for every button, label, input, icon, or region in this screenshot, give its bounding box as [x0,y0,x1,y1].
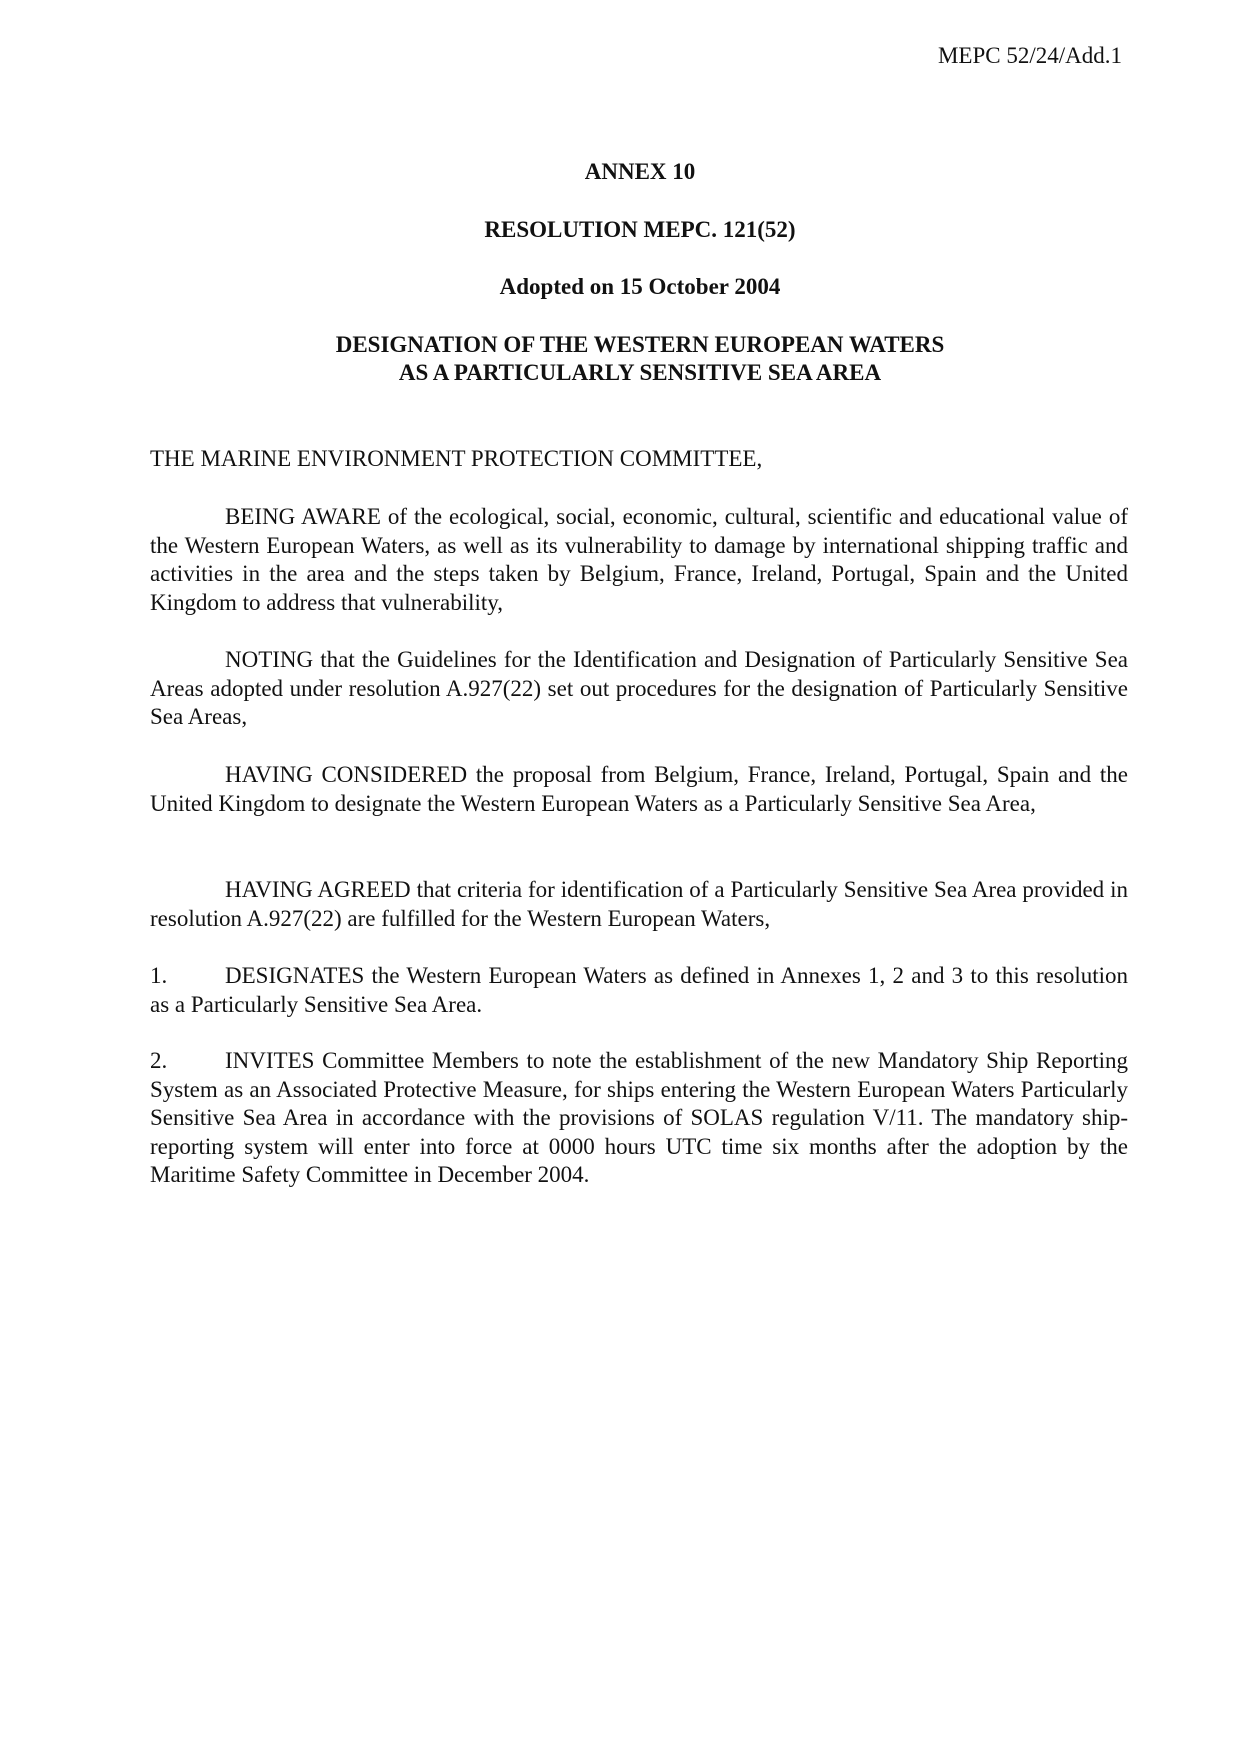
resolution-heading: RESOLUTION MEPC. 121(52) [484,217,796,242]
operative-paragraph-2-text: INVITES Committee Members to note the establishment of the new Mandatory Ship Reporting System as an Associated Protective Measure, for ships entering the Western European Waters Particularly Sensitive Sea Area in accordance with the provisions of SOLAS regulation V/11. The mandatory ship-reporting system will enter into force at 0000 hours UTC time six months after the adoption by the Maritime Safety Committee in December 2004. [150,1048,1128,1187]
operative-paragraph-2 [150,1047,1128,1190]
operative-paragraph-2-number: 2. [150,1048,168,1073]
operative-paragraph-1-text: DESIGNATES the Western European Waters as defined in Annexes 1, 2 and 3 to this resolution as a Particularly Sensitive Sea Area. [150,963,1128,1017]
resolution-title [150,331,1130,387]
adopted-date-heading: Adopted on 15 October 2004 [499,274,781,299]
resolution-title-line-2: AS A PARTICULARLY SENSITIVE SEA AREA [398,360,882,385]
operative-paragraph-1 [150,962,1128,1019]
being-aware-paragraph: BEING AWARE of the ecological, social, economic, cultural, scientific and educational value of the Western European Waters, as well as its vulnerability to damage by international shipping traffic and activities in the area and the steps taken by Belgium, France, Ireland, Portugal, Spain and the United Kingdom to address that vulnerability, [150,504,1128,615]
operative-paragraph-1-number: 1. [150,963,168,988]
annex-heading: ANNEX 10 [584,159,696,184]
document-reference: MEPC 52/24/Add.1 [937,43,1122,68]
having-considered-paragraph: HAVING CONSIDERED the proposal from Belgium, France, Ireland, Portugal, Spain and the United Kingdom to designate the Western European Waters as a Particularly Sensitive Sea Area, [150,762,1128,816]
committee-preamble: THE MARINE ENVIRONMENT PROTECTION COMMITTEE, [150,446,763,471]
noting-paragraph: NOTING that the Guidelines for the Identification and Designation of Particularly Sensitive Sea Areas adopted under resolution A.927(22) set out procedures for the designation of Particularly Sensitive Sea Areas, [150,647,1128,729]
having-agreed-paragraph: HAVING AGREED that criteria for identification of a Particularly Sensitive Sea Area provided in resolution A.927(22) are fulfilled for the Western European Waters, [150,877,1128,931]
resolution-title-line-1: DESIGNATION OF THE WESTERN EUROPEAN WATERS [335,332,945,357]
